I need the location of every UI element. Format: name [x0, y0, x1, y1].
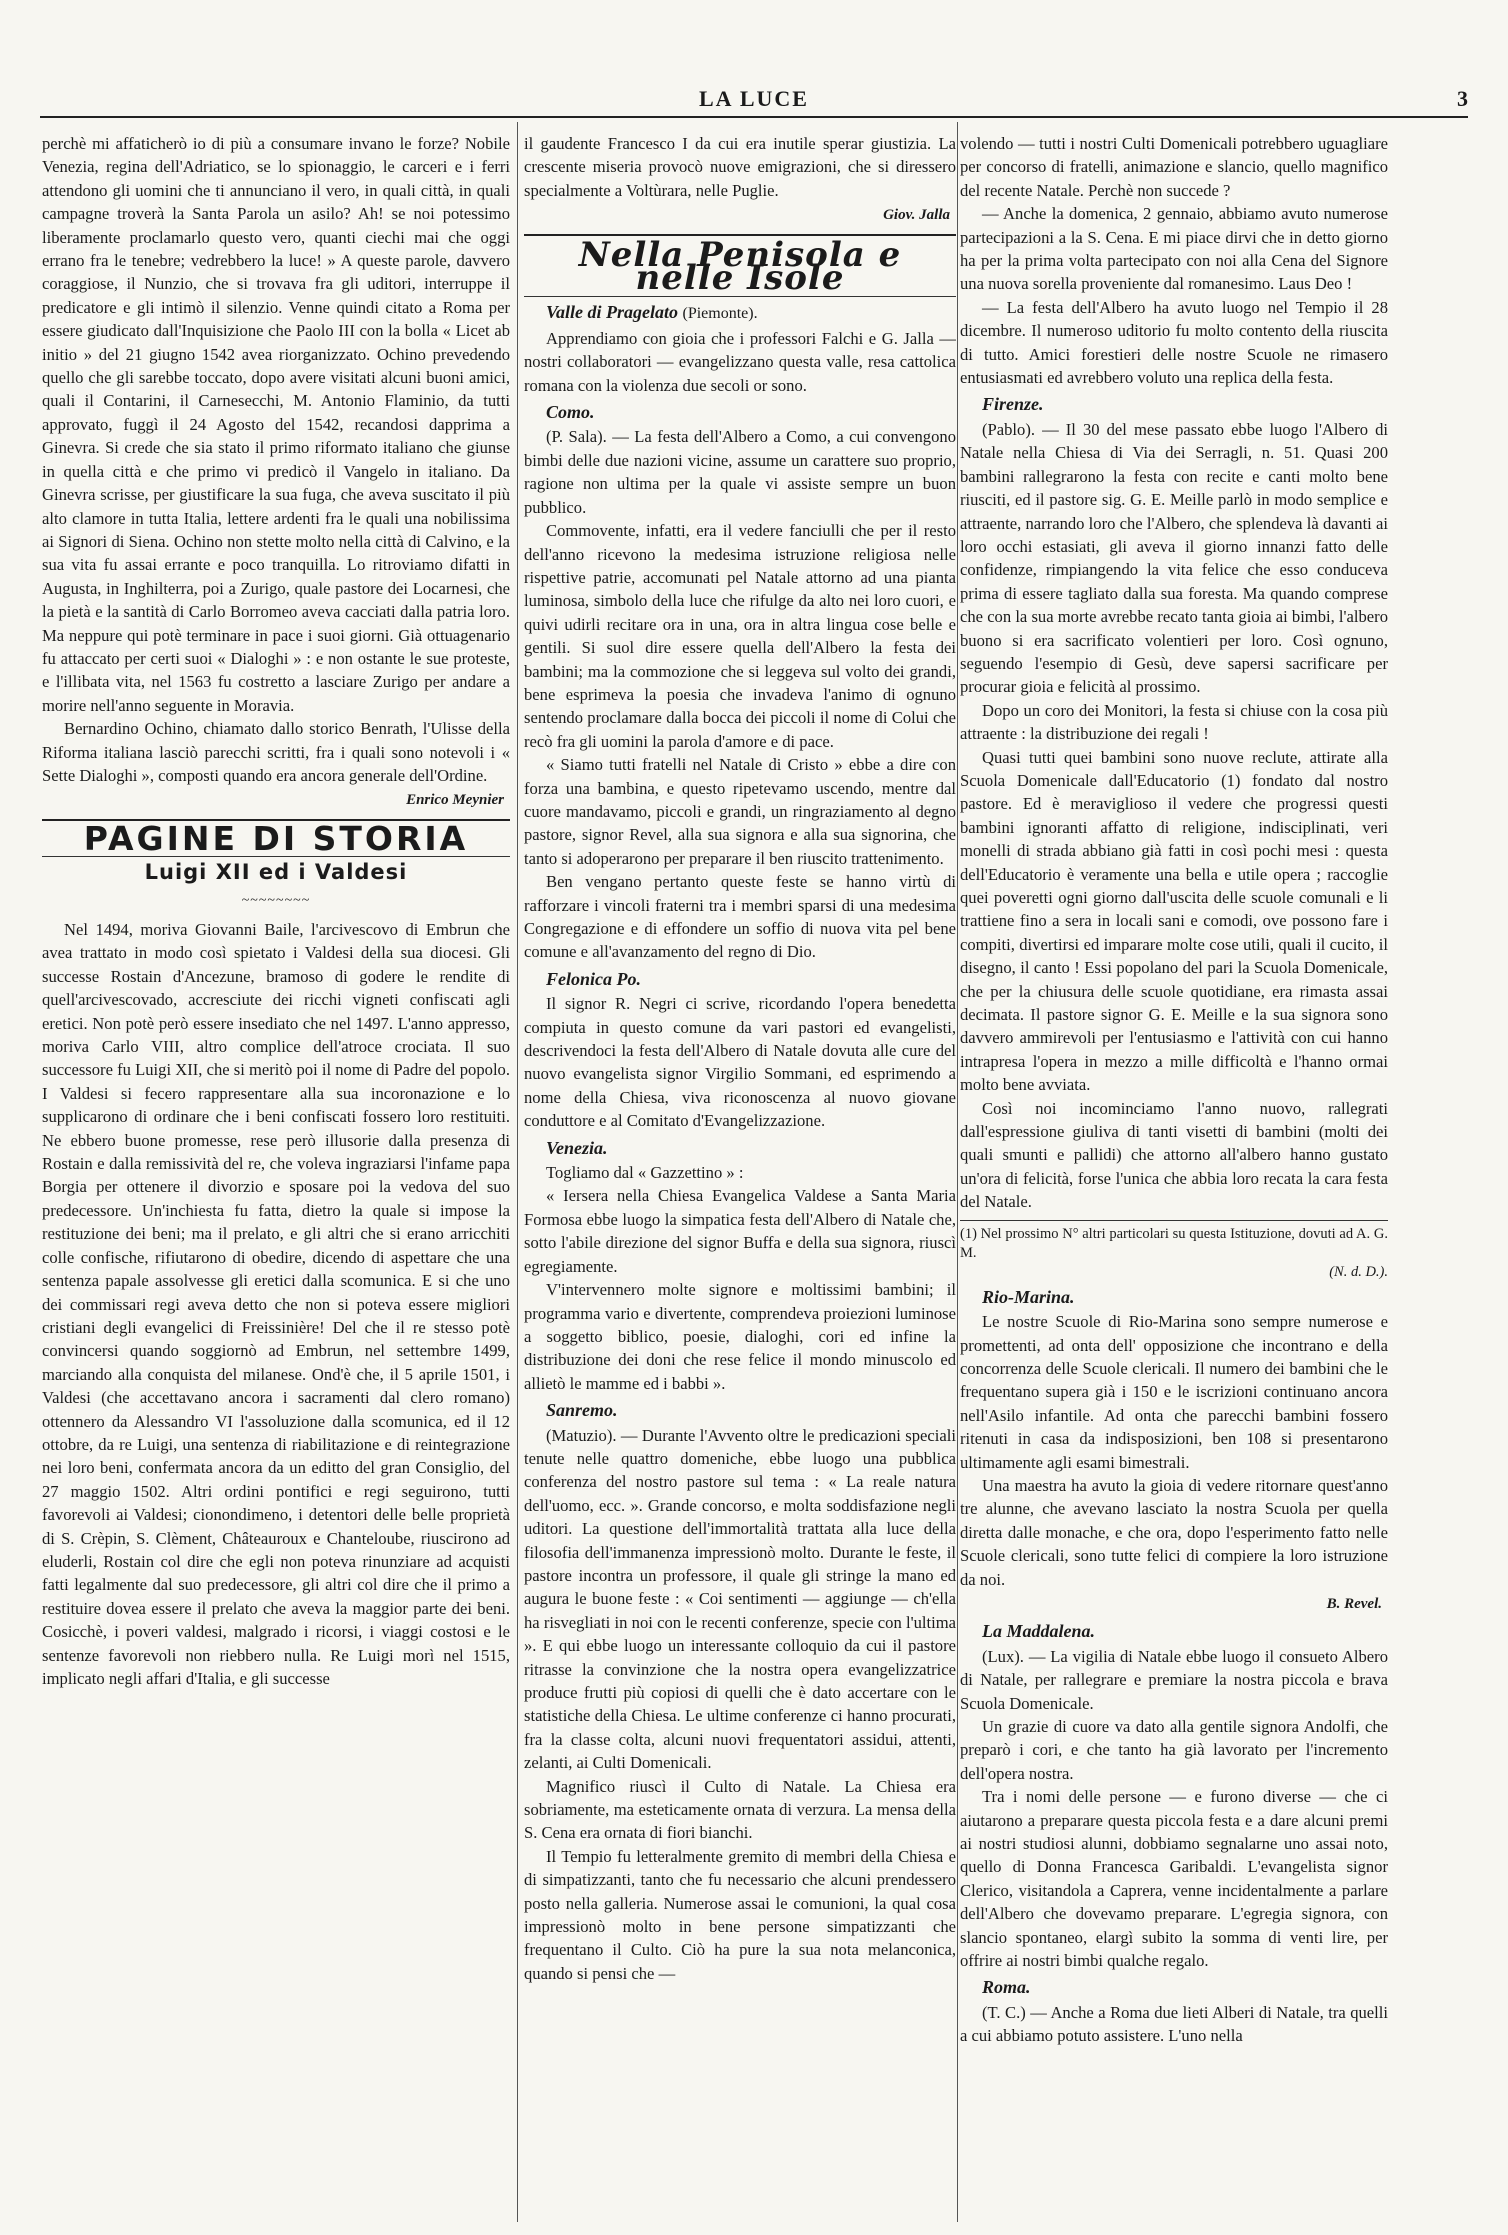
report-text: (T. C.) — Anche a Roma due lieti Alberi di Natale, tra quelli a cui abbiamo potuto assistere. L'uno nella [960, 2002, 1388, 2046]
place-heading: Venezia. [546, 1137, 608, 1158]
author-signature: Enrico Meynier [406, 792, 504, 809]
section-title: Nella Penisola e nelle Isole [578, 234, 902, 299]
report-text: V'intervennero molte signore e moltissimi bambini; il programma vario e divertente, comprendeva proiezioni luminose a soggetto biblico, poesie, dialoghi, cori ed infine la distribuzione dei doni che rese felice il mondo minuscolo ed allietò le mamme ed i babbi ». [524, 1280, 956, 1393]
report-text: (Lux). — La vigilia di Natale ebbe luogo il consueto Albero di Natale, per rallegrare e premiare la nostra piccola e brava Scuola Domenicale. [960, 1646, 1388, 1713]
newspaper-title: LA LUCE [699, 86, 809, 111]
place-heading: Como. [546, 402, 595, 423]
column-2 [524, 132, 956, 2217]
report-text: Commovente, infatti, era il vedere fanciulli che per il resto dell'anno ricevono la medesima istruzione religiosa nelle rispettive patrie, accomunati pel Natale attorno ad una pianta luminosa, simbolo della luce che rifulge da alto nei loro cuori, e quivi udirli recitare ora in una, ora in altra lingua cose belle e gentili. Si suol dire essere quella dell'Albero la festa dei bambini; ma la commozione che si leggeva sul volto dei grandi, bene esprimeva la poesia che invadeva l'animo di ognuno sentendo proclamare dalla bocca dei piccoli il nome di Colui che recò fra gli uomini la parola d'amore e di pace. [524, 521, 956, 751]
report-text: Dopo un coro dei Monitori, la festa si chiuse con la cosa più attraente : la distribuzione dei regali ! [960, 700, 1388, 744]
place-heading: Roma. [982, 1977, 1031, 1998]
report-text: Quasi tutti quei bambini sono nuove reclute, attirate alla Scuola Domenicale dall'Educatorio (1) fondato dal nostro pastore. Ed è meraviglioso il vedere che progressi questi bambini ignoranti affatto di religione, indisciplinati, veri monelli di strada abbiano già fatti in così pochi mesi : questa dell'Educatorio è veramente una bella e utile opera ; raccoglie quei poveretti ogni giorno dall'uscita delle scuole comunali e li trattiene fino a sera in locali sani e comodi, ove possono fare i compiti, divertirsi ed imparare molte cose utili, quali il cucito, il disegno, il canto ! Essi popolano del pari la Scuola Domenicale, che per la chiusura delle scuole quotidiane, era rimasta assai decimata. Il pastore signor G. E. Meille e la sua signora sono davvero ammirevoli per l'entusiasmo e l'attività con cui hanno intrapresa l'opera in mezzo a mille difficoltà e l'hanno ormai molto bene avviata. [960, 747, 1388, 1095]
column-3 [960, 132, 1388, 2217]
column-1 [42, 132, 510, 2217]
report-text: Il Tempio fu letteralmente gremito di membri della Chiesa e di simpatizzanti, tanto che fu necessario che alcuni prendessero posto nella galleria. Numerose assai le comunioni, la qual cosa impressionò molto in bene persone simpatizzanti che frequentano il Culto. Ciò ha pure la sua nota melanconica, quando si pensi che — [524, 1846, 956, 1983]
report-text: (P. Sala). — La festa dell'Albero a Como, a cui convengono bimbi delle due nazioni vicine, assume un carattere suo proprio, ragione non ultima per la quale vi assiste sempre un buon pubblico. [524, 427, 956, 517]
report-text: Magnifico riuscì il Culto di Natale. La Chiesa era sobriamente, ma esteticamente ornata di verzura. La mensa della S. Cena era ornata di fiori bianchi. [524, 1776, 956, 1843]
report-text: — Anche la domenica, 2 gennaio, abbiamo avuto numerose partecipazioni a la S. Cena. E mi piace dirvi che in detto giorno ha per la prima volta partecipato con noi alla Cena del Signore una nuova sorella proveniente dal romanesimo. Laus Deo ! [960, 204, 1388, 294]
report-text: (Pablo). — Il 30 del mese passato ebbe luogo l'Albero di Natale nella Chiesa di Via dei Serragli, n. 51. Quasi 200 bambini rallegrarono la festa con recite e canti molto bene riusciti, ed il pastore sig. G. E. Meille parlò in modo semplice e attraente, narrando loro che l'Albero, che splendeva là davanti ai loro occhi estasiati, gli aveva il giorno innanzi fatto delle confidenze, rimpiangendo la vita felice che esso conduceva prima di essere tagliato dalla sua foresta. Ma quando comprese che con la sua morte avrebbe recato tanta gioia ai bimbi, l'albero buono si era sacrificato volentieri per loro. Così ognuno, seguendo l'esempio di Gesù, deve sapersi sacrificare per procurar gioia e felicità al prossimo. [960, 419, 1388, 697]
place-heading: Sanremo. [546, 1400, 618, 1421]
ochino-article-text: perchè mi affaticherò io di più a consumare invano le forze? Nobile Venezia, regina dell'Adriatico, se lo spionaggio, le carceri e i ferri attendono gli uomini che ti annunciano il vero, in quali città, in quali campagne troverà la Santa Parola un asilo? Ah! se noi potessimo liberamente proclamarlo questo vero, quanti ciechi mai che oggi errano fra le tenebre; vedrebbero la luce! » A queste parole, davvero coraggiose, il Nunzio, che si trovava fra gli uditori, interruppe il predicatore e gli intimò il silenzio. Venne quindi citato a Roma per essere giudicato dall'Inquisizione che Paolo III con la bolla « Licet ab initio » del 21 giugno 1542 avea riorganizzato. Ochino prevedendo quello che gli sarebbe toccato, dopo avere visitati alcuni buoni amici, quali il Contarini, il Carnesecchi, M. Antonio Flaminio, da tutti approvato, fuggì il 24 Agosto del 1542, recandosi dapprima a Ginevra. Si crede che sia stato il primo riformato italiano che giunse in quella città e che primo vi predicò il Vangelo in italiano. Da Ginevra scrisse, per giustificare la sua fuga, che aveva suscitato il più alto clamore in tutta Italia, lettere ardenti fra le quali una nobilissima ai Signori di Siena. Ochino non stette molto nella città di Calvino, e la sua vita fu assai errante e poco tranquilla. Lo ritroviamo difatti in Augusta, in Inghilterra, poi a Zurigo, quale pastore dei Locarnesi, che la pietà e la santità di Carlo Borromeo aveva cacciati dalla patria loro. Ma neppure qui potè terminare in pace i suoi giorni. Già ottuagenario fu attaccato per certi suoi « Dialoghi » : e non ostante le sue proteste, e l'illibata vita, nel 1563 fu costretto a lasciare Zurigo per andare a morire nell'anno seguente in Moravia. [42, 134, 510, 715]
footnote: (1) Nel prossimo N° altri particolari su questa Istituzione, dovuti ad A. G. M. (N. d. D.). [960, 1225, 1388, 1280]
report-text: — La festa dell'Albero ha avuto luogo nel Tempio il 28 dicembre. Il numeroso uditorio fu molto contento della riuscita di tutto. Amici forestieri delle nostre Scuole ne rimasero entusiasmati ed avrebbero voluto una replica della festa. [960, 297, 1388, 388]
report-text: « Siamo tutti fratelli nel Natale di Cristo » ebbe a dire con forza una bambina, e questo ripetevamo uscendo, mentre dal cuore mandavamo, piccoli e grandi, un ringraziamento al degno pastore, signor Revel, alla sua signora e alla sua signorina, che tanto si adoperarono per preparare il ben riuscito trattenimento. [524, 755, 956, 868]
place-heading: Rio-Marina. [982, 1286, 1075, 1307]
ochino-article-text-2: Bernardino Ochino, chiamato dallo storico Benrath, l'Ulisse della Riforma italiana lasciò parecchi scritti, fra i quali sono notevoli i « Sette Dialoghi », composti quando era ancora generale dell'Ordine. [42, 719, 510, 785]
report-text: Una maestra ha avuto la gioia di vedere ritornare quest'anno tre alunne, che avevano lasciato la nostra Scuola per quella diretta dalle monache, e che ora, dopo l'esperimento fatto nelle Scuole clericali, sono tutte felici di compiere la loro istruzione da noi. [960, 1475, 1388, 1589]
report-text: Così noi incominciamo l'anno nuovo, rallegrati dall'espressione giuliva di tanti visetti di bambini (molti dei quali smunti e pallidi) che attorno all'albero hanno gustato un'ora di felicità, forse l'unica che abbia loro recata la cara festa del Natale. [960, 1098, 1388, 1212]
author-signature: B. Revel. [1326, 1595, 1382, 1612]
report-text: volendo — tutti i nostri Culti Domenicali potrebbero uguagliare per concorso di fratelli, animazione e slancio, quello magnifico del recente Natale. Perchè non succede ? [960, 134, 1388, 200]
section-title: PAGINE DI STORIA [83, 818, 469, 858]
report-text: « Iersera nella Chiesa Evangelica Valdese a Santa Maria Formosa ebbe luogo la simpatica festa dell'Albero di Natale che, sotto l'abile direzione del signor Buffa e della sua signora, riuscì egregiamente. [524, 1186, 956, 1276]
report-text: Un grazie di cuore va dato alla gentile signora Andolfi, che preparò i cori, e che tanto ha già lavorato per l'incremento dell'opera nostra. [960, 1717, 1388, 1783]
report-text: Le nostre Scuole di Rio-Marina sono sempre numerose e promettenti, ad onta dell' opposizione che incontrano e della concorrenza delle Scuole clericali. Il numero dei bambini che le frequentano supera già i 150 e le iscrizioni continuano ancora nell'Asilo infantile. Ad onta che parecchi bambini fossero ritenuti in casa da indisposizioni, ben 108 si presentarono ultimamente agli esami bimestrali. [960, 1312, 1388, 1472]
report-text: Ben vengano pertanto queste feste se hanno virtù di rafforzare i vincoli fraterni tra i membri sparsi di una medesima Congregazione e di effondere un soffio di nuova vita pel bene comune e all'avanzamento del regno di Dio. [524, 872, 956, 962]
history-article-continuation: il gaudente Francesco I da cui era inutile sperar giustizia. La crescente miseria provocò nuove emigrazioni, che si diressero specialmente a Voltùrara, nelle Puglie. [524, 134, 956, 200]
author-signature: Giov. Jalla [883, 207, 950, 224]
place-heading: La Maddalena. [982, 1621, 1096, 1642]
footnote-divider [960, 1220, 1388, 1221]
page-number: 3 [1457, 86, 1468, 111]
column-divider-1 [517, 122, 518, 2222]
valdesi-article-text: Nel 1494, moriva Giovanni Baile, l'arcivescovo di Embrun che avea trattato in modo così spietato i Valdesi della sua diocesi. Gli successe Rostain d'Ancezune, bramoso di godere le rendite di quell'arcivescovado, accresciute dei ricchi vigneti confiscati agli eretici. Non potè però essere insediato che nel 1497. L'anno appresso, moriva Carlo VIII, altro complice dell'atroce crociata. Il suo successore fu Luigi XII, che si meritò poi il nome di Padre del popolo. I Valdesi si fecero rappresentare alla sua incoronazione e lo supplicarono di ordinare che i beni confiscati fossero loro restituiti. Ne ebbero buone promesse, rese però illusorie dalla presenza di Rostain e dalla remissività del re, che voleva ingraziarsi l'infame papa Borgia per ottenere il divorzio e sposare poi la vedova del suo predecessore. Un'inchiesta fu fatta, dietro la quale si impose la restituzione dei beni; ma il prelato, e gli altri che si erano arricchiti colle confische, rifiutarono di obedire, dicendo di aspettare che una sentenza papale assolvesse gli eretici dalla scomunica. E si che uno dei commissari regi aveva detto che non si poteva essere migliori cristiani degli evangelici di Freissinière! Del che il re stesso potè convincersi quando soggiornò ad Embrun, nel settembre 1499, marciando alla conquista del milanese. Ond'è che, il 5 aprile 1501, i Valdesi (che accettavano ancora i sacramenti dal clero romano) ottennero da Alessandro VI l'assoluzione dalla scomunica, ed il 12 ottobre, da re Luigi, una sentenza di riabilitazione e di reintegrazione nei loro beni, confermata ancora da un editto del gran Consiglio, del 27 maggio 1502. Altri ordini pontifici e regi seguirono, tutti favorevoli ai Valdesi; cionondimeno, i detentori delle belle proprietà di S. Crèpin, S. Clèment, Châteauroux e Chanteloube, riuscirono ad eluderli, Rostain col dire che egli non poteva rinunziare ad acquisti fatti legalmente dal suo predecessore, gli altri col dire che il primo a restituire dovea essere il prelato che aveva la maggior parte dei beni. Cosicchè, i poveri valdesi, malgrado i ricorsi, i viaggi costosi e le sentenze favorevoli non riebbero nulla. Re Luigi morì nel 1515, implicato negli affari d'Italia, e gli successe [42, 920, 510, 1688]
report-text: Il signor R. Negri ci scrive, ricordando l'opera benedetta compiuta in questo comune da vari pastori ed evangelisti, descrivendoci la festa dell'Albero di Natale dovuta alle cure del nuovo evangelista signor Virgilio Sommani, ed esprimendo a nome della Chiesa, viva riconoscenza al nuovo giovane conduttore e al Comitato d'Evangelizzazione. [524, 994, 956, 1131]
report-text: Apprendiamo con gioia che i professori Falchi e G. Jalla — nostri collaboratori — evangelizzano questa valle, resa cattolica romana con la violenza due secoli or sono. [524, 328, 956, 395]
report-text: (Matuzio). — Durante l'Avvento oltre le predicazioni speciali tenute nelle quattro domeniche, ebbe luogo una pubblica conferenza del nostro pastore sul tema : « La reale natura dell'uomo, ecc. ». Grande concorso, e molta soddisfazione negli uditori. La questione dell'immortalità trattata alla luce della filosofia dell'immanenza impressionò molto. Durante le feste, il pastore incontra un professore, il quale gli stringe la mano ed augura le buone feste : « Coi sentimenti — aggiunge — ch'ella ha risvegliati in noi con le recenti conferenze, specie con l'ultima ». E qui ebbe luogo un interessante colloquio da cui il pastore ritrasse la convinzione che la nostra opera evangelizzatrice produce frutti più copiosi di quelli che è dato accertare con le statistiche della Chiesa. Le ultime conferenze ci hanno procurati, fra la classe colta, alcuni nuovi frequentatori assidui, attenti, zelanti, ai Culti Domenicali. [524, 1425, 956, 1773]
report-text: Tra i nomi delle persone — e furono diverse — che ci aiutarono a preparare questa piccola festa e a dare alcuni premi ai nostri studiosi alunni, dobbiamo segnalarne uno assai noto, quello di Donna Francesca Garibaldi. L'evangelista signor Clerico, visitandola a Caprera, venne incidentalmente a parlare dell'Albero che dovevamo preparare. L'egregia signora, con slancio spontaneo, elargì subito la somma di venti lire, per offrire ai nostri bimbi qualche regalo. [960, 1787, 1388, 1971]
place-heading: Felonica Po. [546, 968, 641, 989]
report-text: Togliamo dal « Gazzettino » : [546, 1163, 744, 1183]
column-divider-2 [957, 122, 958, 2222]
page-header [40, 86, 1468, 118]
ornament-divider: ~~~~~~~~ [241, 892, 311, 908]
article-title: Luigi XII ed i Valdesi [144, 860, 408, 885]
place-heading: Valle di Pragelato (Piemonte). [546, 302, 758, 323]
place-heading: Firenze. [982, 394, 1044, 415]
